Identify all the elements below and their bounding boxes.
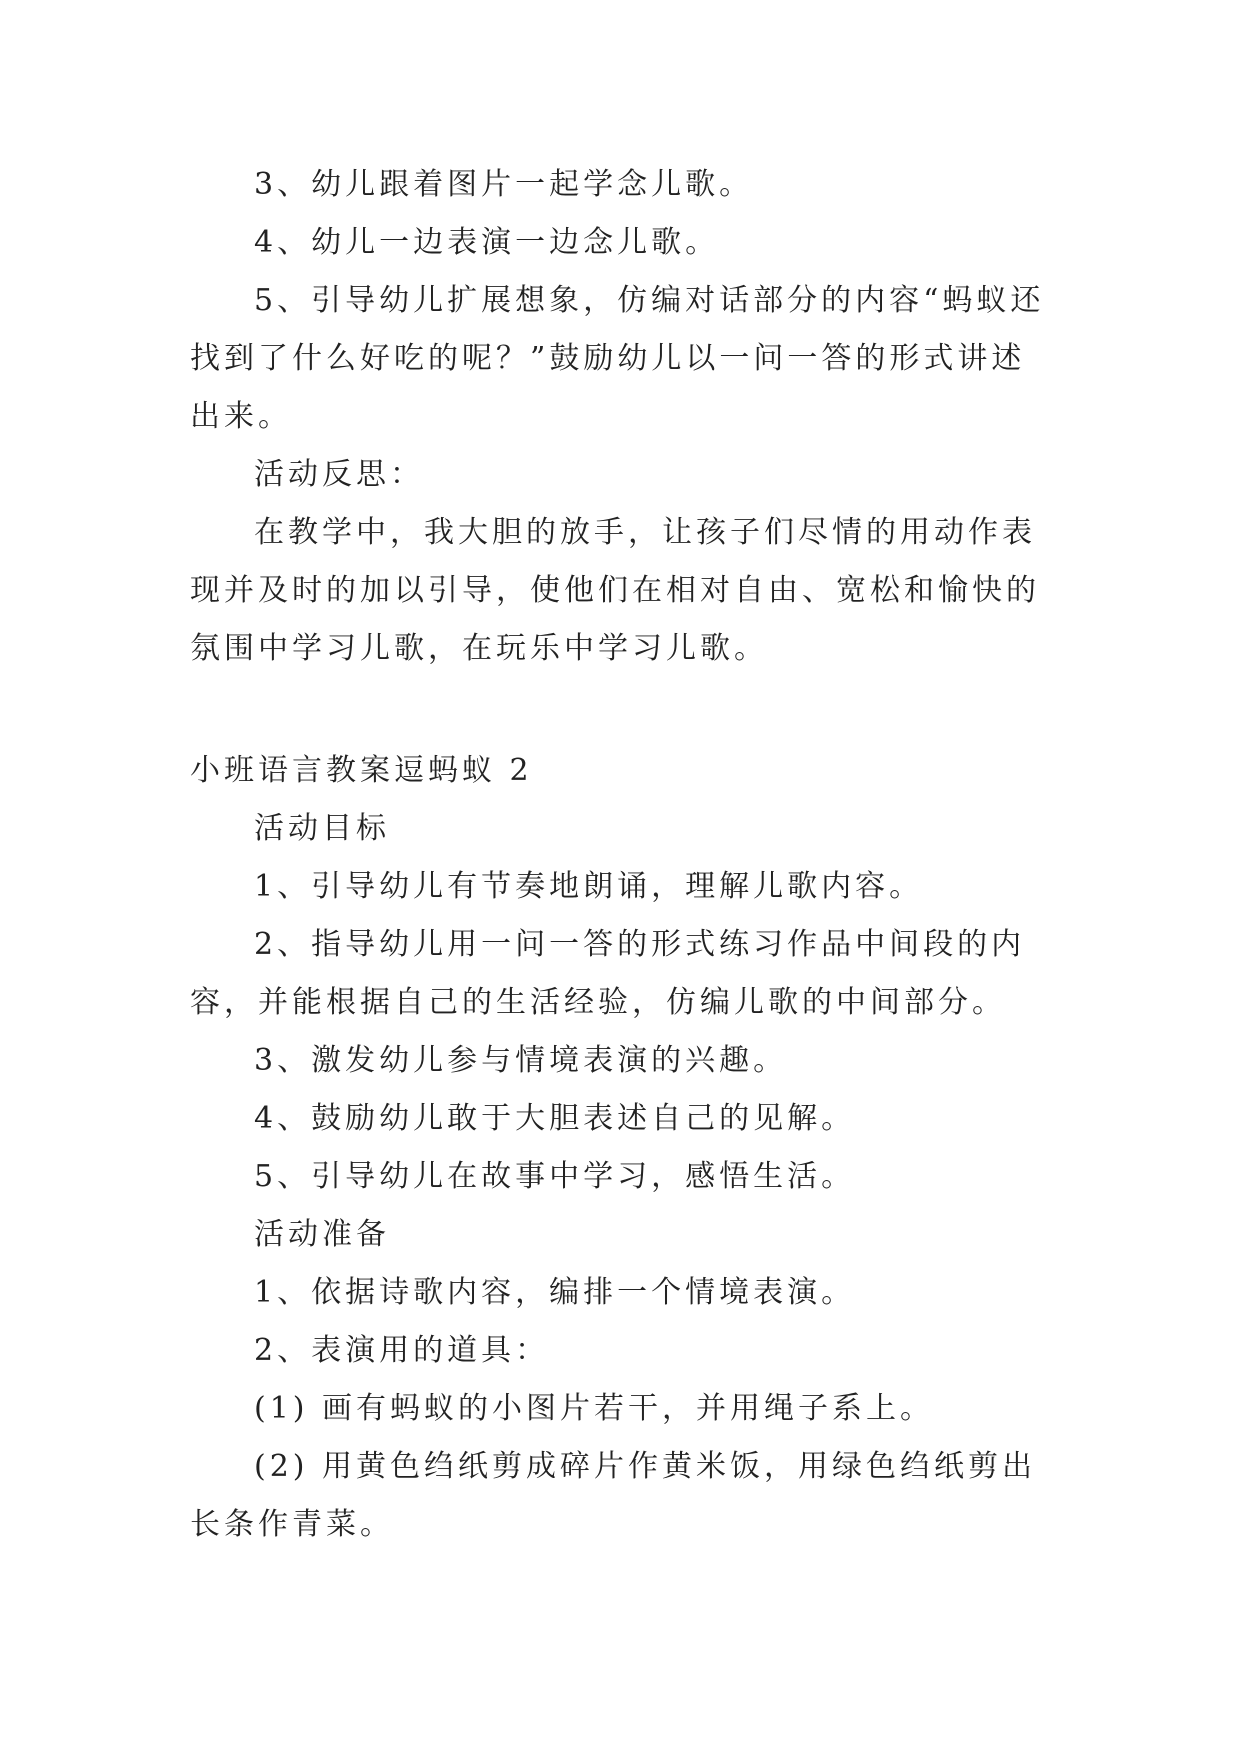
section-one-text bbox=[190, 156, 1050, 678]
paragraph: (2) 用黄色绉纸剪成碎片作黄米饭，用绿色绉纸剪出长条作青菜。 bbox=[190, 1449, 1037, 1542]
section-heading-goals: 活动目标 bbox=[254, 811, 390, 846]
paragraph: 3、幼儿跟着图片一起学念儿歌。 bbox=[254, 167, 754, 202]
paragraph: 4、幼儿一边表演一边念儿歌。 bbox=[254, 225, 720, 260]
paragraph: 5、引导幼儿在故事中学习，感悟生活。 bbox=[254, 1159, 856, 1194]
paragraph: 3、激发幼儿参与情境表演的兴趣。 bbox=[254, 1043, 788, 1078]
section-heading-preparation: 活动准备 bbox=[254, 1217, 390, 1252]
paragraph: 2、表演用的道具： bbox=[254, 1333, 550, 1368]
paragraph: 5、引导幼儿扩展想象，仿编对话部分的内容“蚂蚁还找到了什么好吃的呢？”鼓励幼儿以一问一答的形式讲述出来。 bbox=[190, 283, 1045, 434]
paragraph: 1、引导幼儿有节奏地朗诵，理解儿歌内容。 bbox=[254, 869, 924, 904]
section-two-text bbox=[190, 742, 1050, 1554]
paragraph: 在教学中，我大胆的放手，让孩子们尽情的用动作表现并及时的加以引导，使他们在相对自由、宽松和愉快的氛围中学习儿歌，在玩乐中学习儿歌。 bbox=[190, 515, 1040, 666]
paragraph: (1) 画有蚂蚁的小图片若干，并用绳子系上。 bbox=[254, 1391, 935, 1426]
section-heading-reflection: 活动反思： bbox=[254, 457, 424, 492]
document-title: 小班语言教案逗蚂蚁 2 bbox=[190, 753, 533, 788]
paragraph: 1、依据诗歌内容，编排一个情境表演。 bbox=[254, 1275, 856, 1310]
paragraph: 4、鼓励幼儿敢于大胆表述自己的见解。 bbox=[254, 1101, 856, 1136]
paragraph: 2、指导幼儿用一问一答的形式练习作品中间段的内容，并能根据自己的生活经验，仿编儿歌的中间部分。 bbox=[190, 927, 1026, 1020]
